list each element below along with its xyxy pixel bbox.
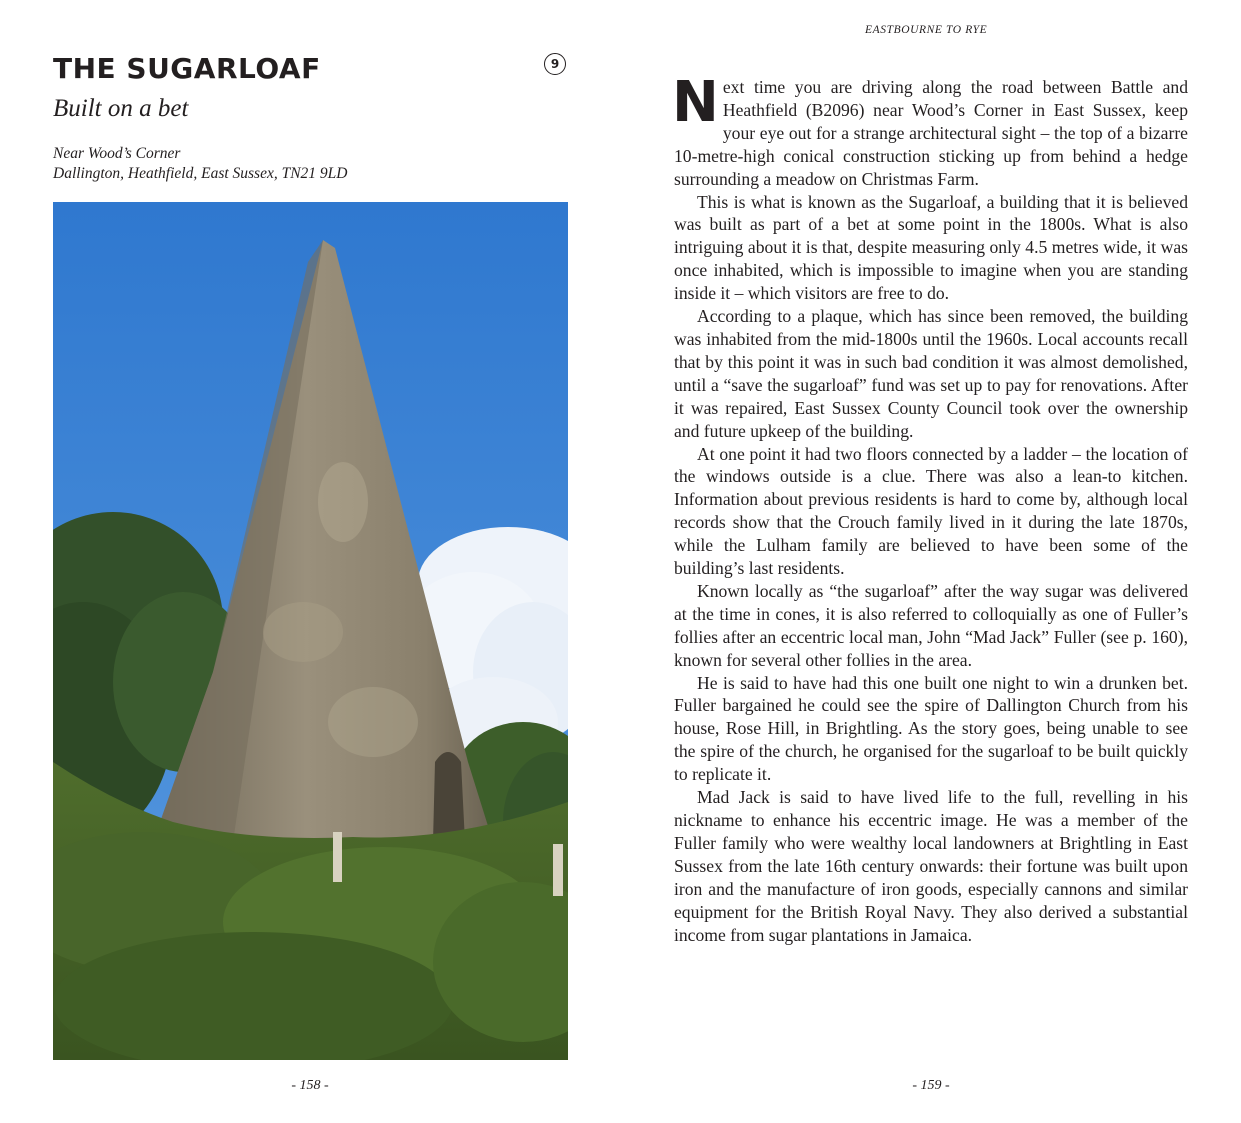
running-head: EASTBOURNE TO RYE bbox=[865, 24, 988, 36]
site-number-badge: 9 bbox=[544, 53, 566, 75]
paragraph-1-text: ext time you are driving along the road between Battle and Heathfield (B2096) near Wood’s Corner in East Sussex, keep your eye out for a strange architectural sight – the top of a bizarre 10-metre-high conical construction sticking up from behind a hedge surrounding a meadow on Christmas Farm. bbox=[674, 77, 1188, 189]
address-block bbox=[53, 144, 348, 184]
left-page bbox=[0, 0, 620, 1123]
right-page bbox=[620, 0, 1241, 1123]
sugarloaf-photo bbox=[53, 202, 568, 1060]
page-subtitle: Built on a bet bbox=[53, 95, 189, 122]
address-line-1: Near Wood’s Corner bbox=[53, 145, 181, 162]
paragraph-4: At one point it had two floors connected by a ladder – the location of the windows outside is a clue. There was also a lean-to kitchen. Information about previous residents is hard to come by, although local records show that the Crouch family lived in it during the late 1870s, while the Lulham family are believed to have been some of the building’s last residents. bbox=[674, 443, 1188, 579]
paragraph-1 bbox=[672, 70, 1188, 191]
page-title: THE SUGARLOAF bbox=[53, 52, 321, 85]
drop-cap: N bbox=[672, 70, 719, 135]
paragraph-7: Mad Jack is said to have lived life to the full, revelling in his nickname to enhance his eccentric image. He was a member of the Fuller family who were wealthy local landowners at Brightling in East Sussex from the late 16th century onwards: their fortune was built upon iron and the manufacture of iron goods, especially cannons and similar equipment for the British Royal Navy. They also derived a substantial income from sugar plantations in Jamaica. bbox=[674, 787, 1188, 945]
page-number-left: - 158 - bbox=[291, 1078, 329, 1093]
article-body bbox=[672, 70, 1188, 946]
address-line-2: Dallington, Heathfield, East Sussex, TN21 9LD bbox=[53, 165, 348, 182]
page-number-right: - 159 - bbox=[912, 1078, 950, 1093]
paragraph-3: According to a plaque, which has since been removed, the building was inhabited from the mid-1800s until the 1960s. Local accounts recall that by this point it was in such bad condition it was almost demolished, until a “save the sugarloaf” fund was set up to pay for renovations. After it was repaired, East Sussex County Council took over the ownership and future upkeep of the building. bbox=[674, 306, 1188, 441]
paragraph-2: This is what is known as the Sugarloaf, a building that it is believed was built as part of a bet at some point in the 1800s. What is also intriguing about it is that, despite measuring only 4.5 metres wide, it was once inhabited, which is impossible to imagine when you are standing inside it – which visitors are free to do. bbox=[674, 191, 1188, 304]
paragraph-5: Known locally as “the sugarloaf” after the way sugar was delivered at the time in cones, it is also referred to colloquially as one of Fuller’s follies after an eccentric local man, John “Mad Jack” Fuller (see p. 160), known for several other follies in the area. bbox=[674, 580, 1188, 670]
paragraph-6: He is said to have had this one built one night to win a drunken bet. Fuller bargained he could see the spire of Dallington Church from his house, Rose Hill, in Brightling. As the story goes, being unable to see the spire of the church, he organised for the sugarloaf to be built quickly to replicate it. bbox=[674, 672, 1188, 785]
